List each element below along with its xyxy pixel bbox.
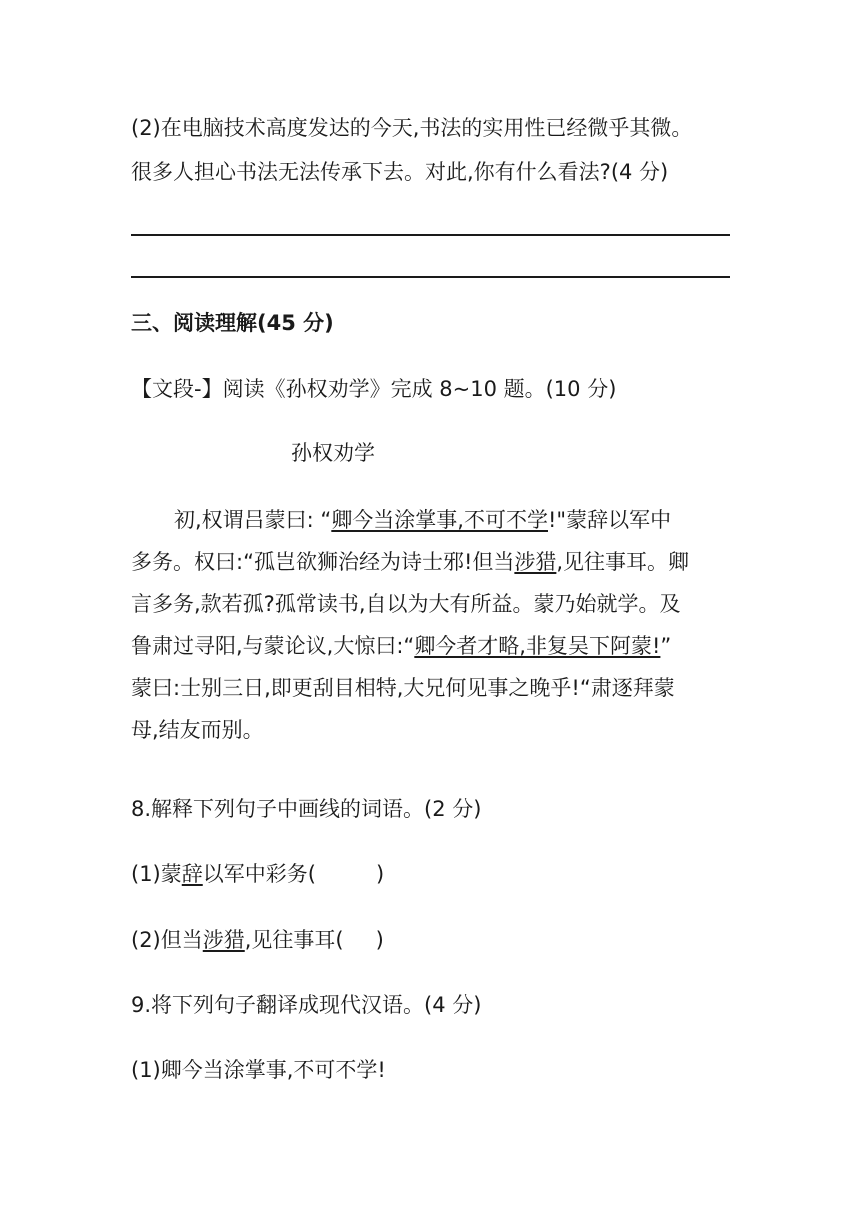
passage-text: ,见往事耳。卿 [556, 550, 690, 574]
item-text: ,见往事耳( [244, 928, 344, 952]
item-text: (1)蒙 [131, 862, 182, 886]
item-text: 以军中彩务( [202, 862, 316, 886]
passage-line-3: 言多务,款若孤?孤常读书,自以为大有所益。蒙乃始就学。及 [131, 592, 681, 616]
passage-text: 鲁肃过寻阳,与蒙论议,大惊曰:“ [131, 634, 415, 658]
question-9-item-1: (1)卿今当涂掌事,不可不学! [131, 1058, 386, 1082]
passage-text: ” [660, 634, 672, 658]
passage-line-2 [131, 547, 689, 577]
answer-line-2[interactable] [131, 276, 730, 278]
passage-line-1 [174, 505, 671, 535]
passage-line-5: 蒙曰:士别三日,即更刮目相特,大兄何见事之晚乎!“肃逐拜蒙 [131, 676, 675, 700]
passage-text: 多务。权曰:“孤岂欲狮治经为诗士邪!但当 [131, 550, 515, 574]
question-9-prompt: 9.将下列句子翻译成现代汉语。(4 分) [131, 993, 482, 1017]
question-8-item-1 [131, 859, 384, 889]
question-8-prompt: 8.解释下列句子中画线的词语。(2 分) [131, 797, 482, 821]
underlined-word: 涉猎 [514, 550, 557, 574]
item-text: ) [375, 928, 384, 952]
question-2-line-1: (2)在电脑技术高度发达的今天,书法的实用性已经微乎其微。 [131, 116, 693, 140]
question-2-line-2: 很多人担心书法无法传承下去。对此,你有什么看法?(4 分) [131, 160, 669, 184]
passage-text: !"蒙辞以军中 [548, 508, 672, 532]
item-text: ) [375, 862, 385, 886]
passage-intro: 【文段-】阅读《孙权劝学》完成 8~10 题。(10 分) [131, 377, 617, 401]
underlined-sentence: 卿今者才略,非复吴下阿蒙! [414, 634, 661, 658]
passage-line-6: 母,结友而别。 [131, 718, 264, 742]
passage-text: 初,权谓吕蒙曰: “ [174, 508, 332, 532]
question-8-item-2 [131, 925, 384, 955]
passage-line-4 [131, 631, 671, 661]
passage-title: 孙权劝学 [291, 441, 375, 465]
underlined-word: 涉猎 [202, 928, 245, 952]
answer-line-1[interactable] [131, 234, 730, 236]
underlined-sentence: 卿今当涂掌事,不可不学 [331, 508, 548, 532]
underlined-word: 辞 [181, 862, 203, 886]
item-text: (2)但当 [131, 928, 203, 952]
section-heading: 三、阅读理解(45 分) [131, 311, 334, 335]
